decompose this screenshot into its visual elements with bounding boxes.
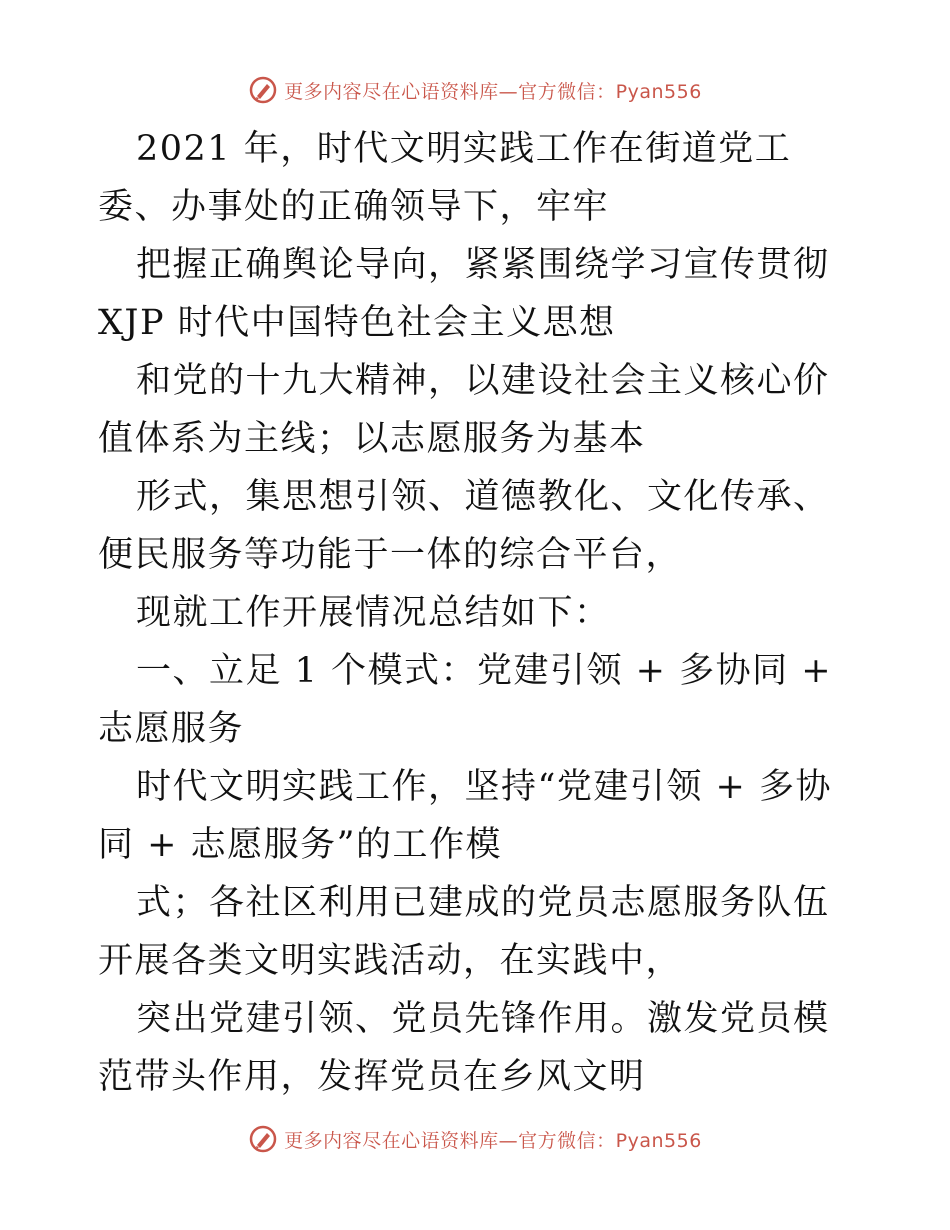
watermark-text: 更多内容尽在心语资料库—官方微信：Pyan556 bbox=[284, 1129, 702, 1152]
paragraph: 现就工作开展情况总结如下： bbox=[136, 593, 611, 633]
paragraph: 把握正确舆论导向，紧紧围绕学习宣传贯彻 XJP 时代中国特色社会主义思想 bbox=[98, 245, 830, 343]
paragraph: 和党的十九大精神，以建设社会主义核心价值体系为主线；以志愿服务为基本 bbox=[98, 361, 830, 459]
paragraph: 形式，集思想引领、道德教化、文化传承、便民服务等功能于一体的综合平台， bbox=[98, 477, 830, 575]
paragraph: 时代文明实践工作，坚持“党建引领 + 多协同 + 志愿服务”的工作模 bbox=[98, 767, 832, 865]
header-watermark bbox=[0, 72, 950, 108]
pen-logo-icon bbox=[248, 1124, 278, 1154]
paragraph: 2021 年，时代文明实践工作在街道党工委、办事处的正确领导下，牢牢 bbox=[98, 129, 792, 227]
pen-logo-icon bbox=[248, 75, 278, 105]
document-body bbox=[98, 120, 858, 1106]
footer-watermark bbox=[0, 1121, 950, 1157]
section-heading: 一、立足 1 个模式：党建引领 + 多协同 + 志愿服务 bbox=[98, 651, 833, 749]
paragraph: 式；各社区利用已建成的党员志愿服务队伍开展各类文明实践活动，在实践中， bbox=[98, 883, 830, 981]
watermark-text: 更多内容尽在心语资料库—官方微信：Pyan556 bbox=[284, 80, 702, 103]
paragraph: 突出党建引领、党员先锋作用。激发党员模范带头作用，发挥党员在乡风文明 bbox=[98, 999, 830, 1097]
